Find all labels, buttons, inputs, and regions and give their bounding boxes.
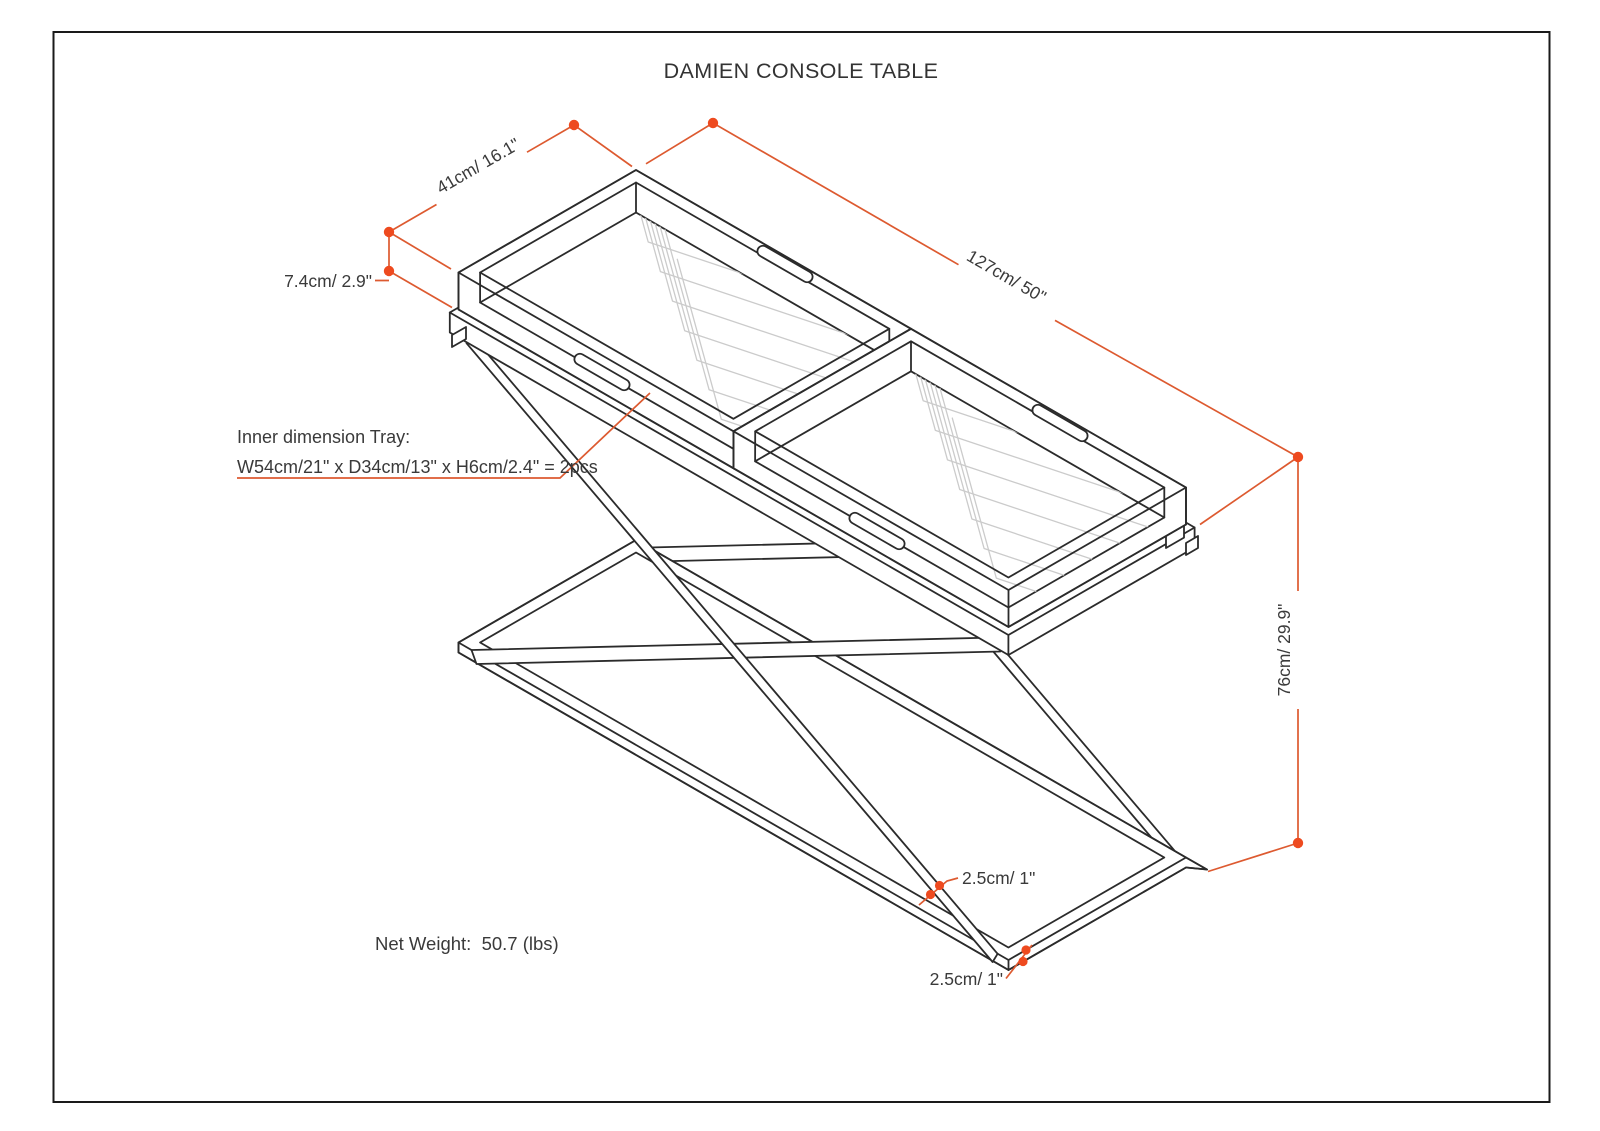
page-border [54, 32, 1550, 1102]
net-weight-label: Net Weight: 50.7 (lbs) [375, 933, 559, 954]
tray-note-line2: W54cm/21" x D34cm/13" x H6cm/2.4" = 2pcs [237, 457, 598, 477]
dim-dot [384, 227, 394, 237]
console-table-drawing [450, 82, 1257, 970]
dim-dot [708, 118, 718, 128]
depth-dimension-label: 41cm/ 16.1" [432, 133, 524, 198]
length-dimension-label: 127cm/ 50" [963, 245, 1050, 307]
height-dimension-label: 76cm/ 29.9" [1274, 603, 1294, 697]
dim-dot [384, 266, 394, 276]
dim-dot [1021, 945, 1030, 954]
dim-dot [935, 881, 944, 890]
dim-dot [926, 890, 935, 899]
leg-thickness-label: 2.5cm/ 1" [962, 868, 1036, 888]
dim-dot [569, 120, 579, 130]
dim-dot [1018, 957, 1027, 966]
tray-height-dimension-label: 7.4cm/ 2.9" [284, 271, 372, 291]
tray-note-line1: Inner dimension Tray: [237, 427, 411, 447]
page-title: DAMIEN CONSOLE TABLE [663, 59, 939, 83]
dim-dot [1293, 452, 1303, 462]
dim-dot [1293, 838, 1303, 848]
foot-thickness-label: 2.5cm/ 1" [929, 969, 1003, 989]
